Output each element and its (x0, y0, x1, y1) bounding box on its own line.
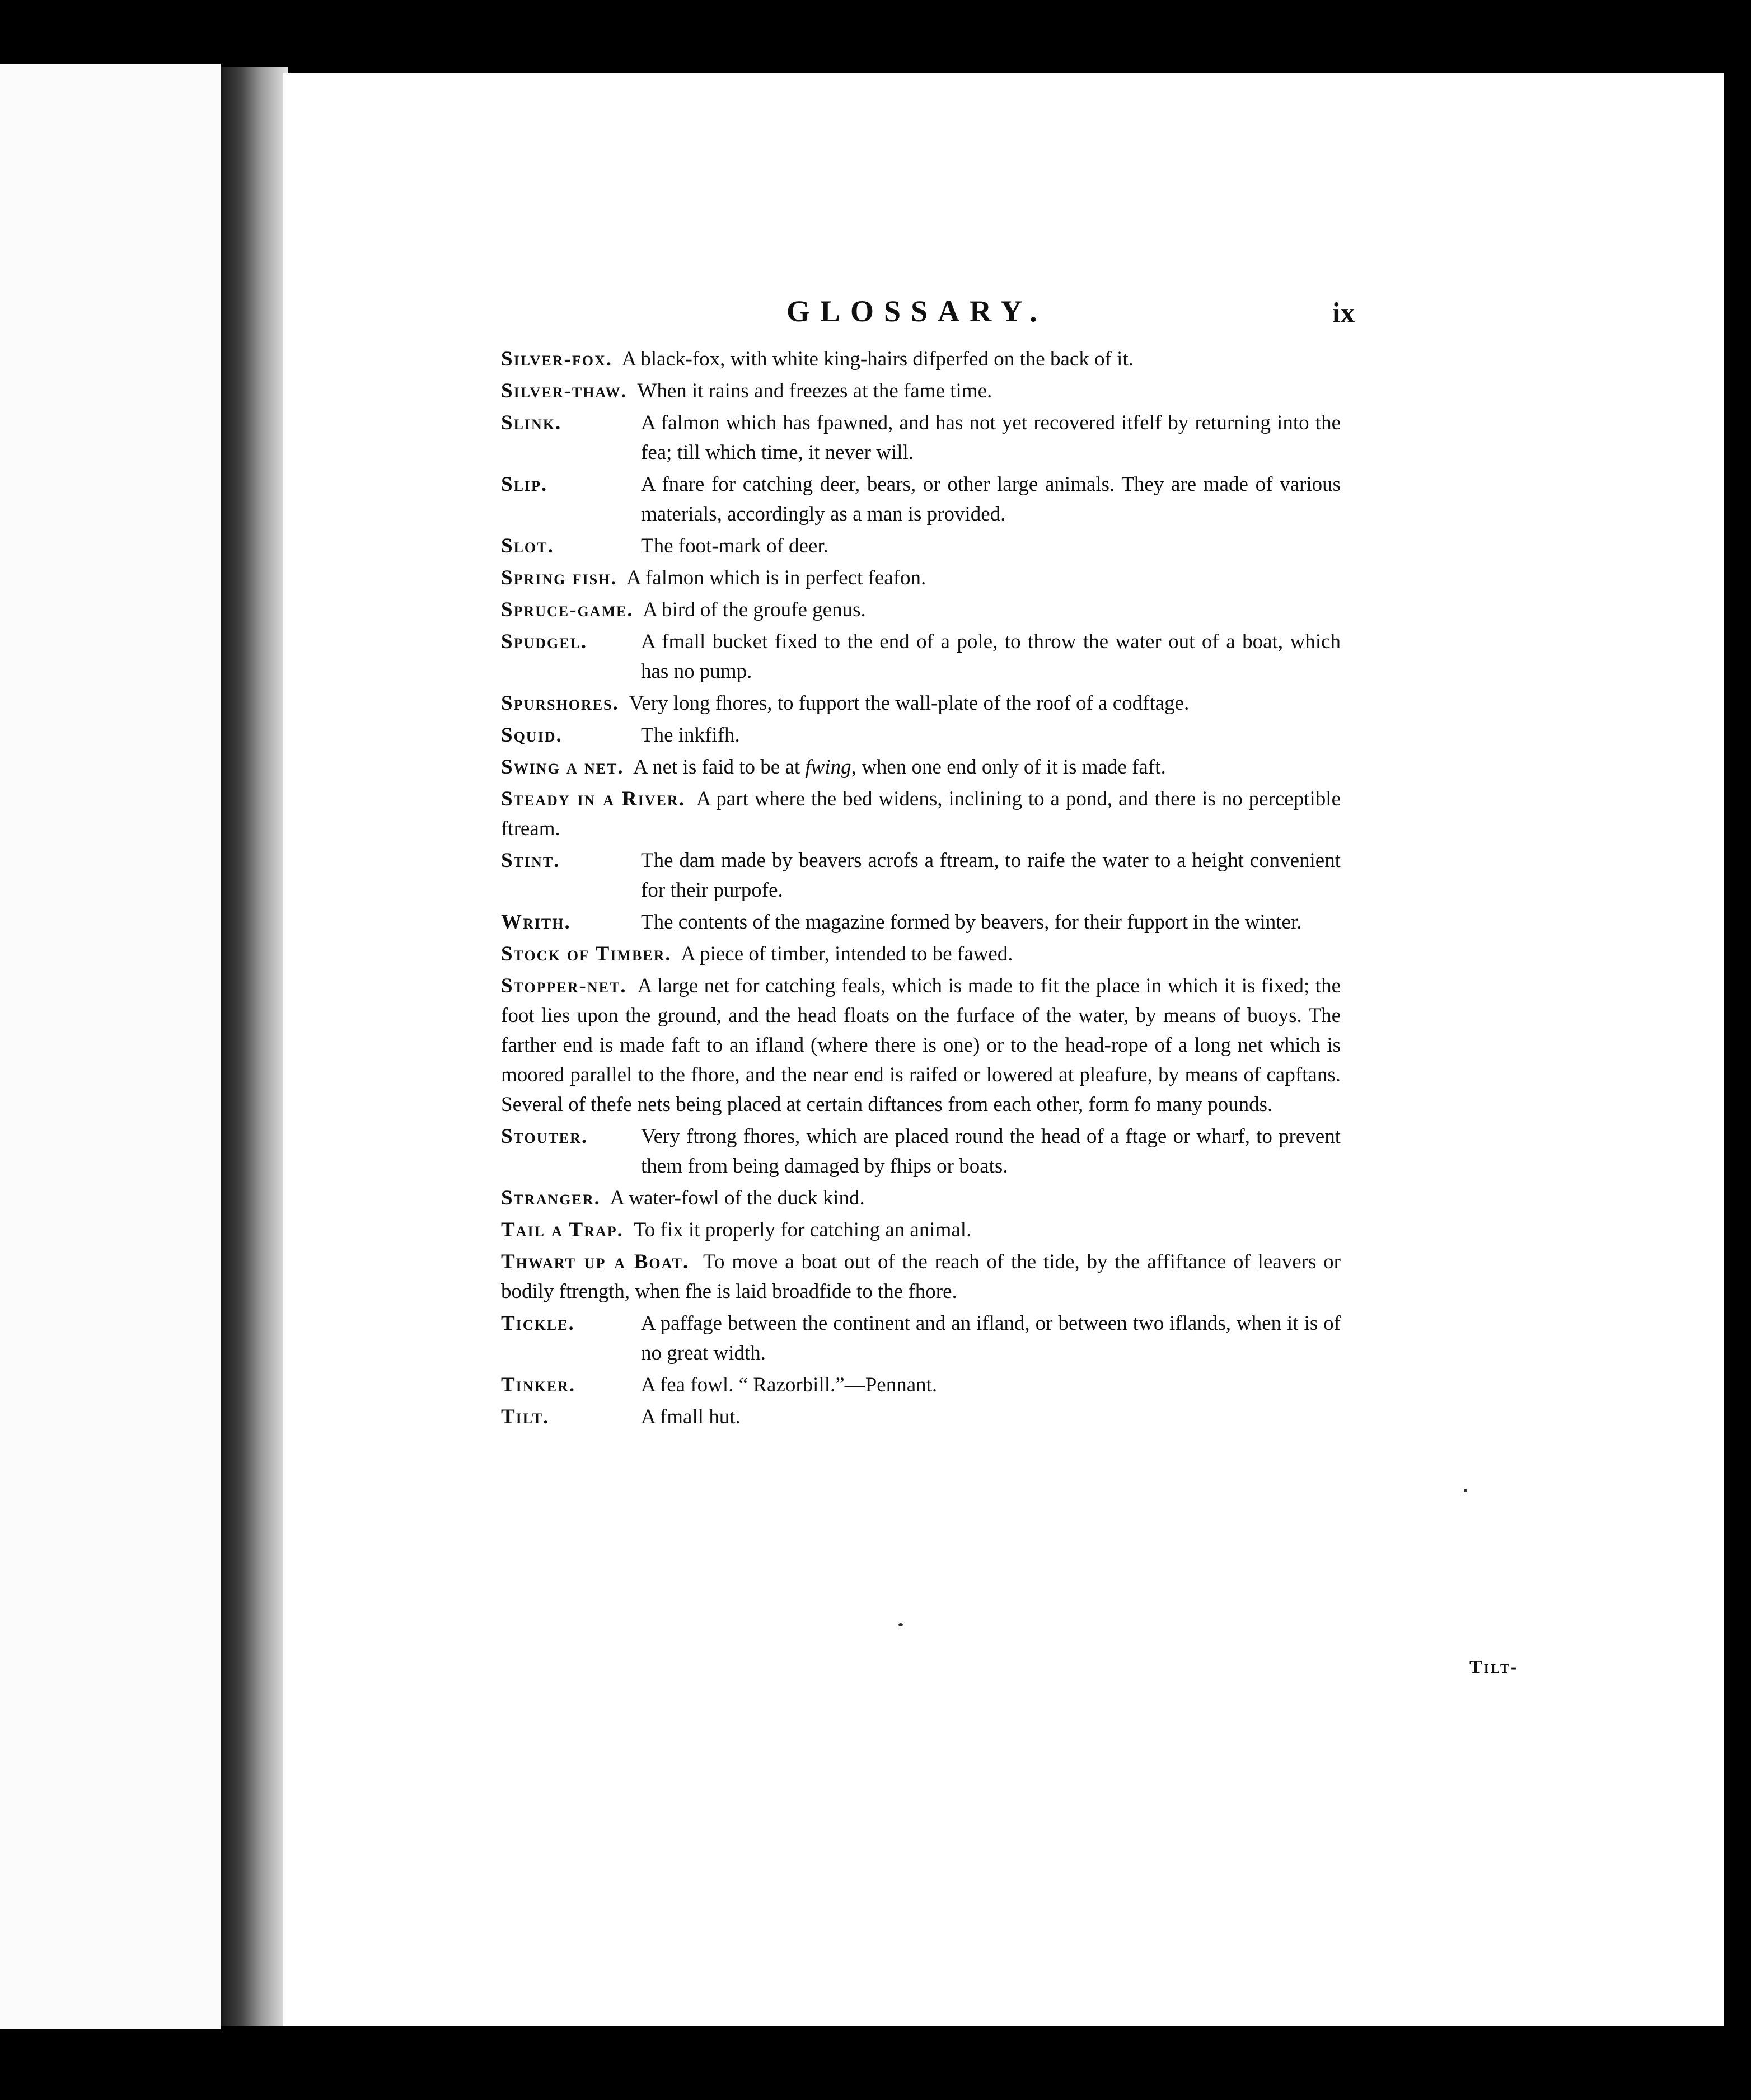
glossary-entry (501, 531, 1341, 561)
entry-term: Stock of Timber. (501, 943, 672, 965)
glossary-entry (501, 1122, 1341, 1181)
glossary-entry (501, 408, 1341, 467)
entry-definition: A fea fowl. “ Razorbill.”—Pennant. (641, 1374, 938, 1396)
glossary-entry (501, 784, 1341, 843)
glossary-entry (501, 1370, 1341, 1400)
entry-term: Spruce-game. (501, 598, 634, 621)
entry-definition: A bird of the groufe genus. (643, 598, 866, 621)
glossary-entry (501, 720, 1341, 750)
glossary-entry (501, 1215, 1341, 1245)
entry-definition: When it rains and freezes at the fame time. (637, 379, 992, 402)
entry-definition: A piece of timber, intended to be fawed. (681, 943, 1013, 965)
entry-term: Stint. (501, 849, 560, 872)
glossary-entry (501, 1309, 1341, 1368)
entry-term: Slink. (501, 411, 562, 434)
entry-definition: The contents of the magazine formed by beavers, for their fupport in the winter. (641, 911, 1302, 934)
glossary-entry (501, 688, 1341, 718)
glossary-entry (501, 752, 1341, 782)
entry-term: Stopper-net. (501, 974, 627, 997)
glossary-entry (501, 563, 1341, 593)
glossary-entry (501, 846, 1341, 905)
entry-definition: To fix it properly for catching an animal. (633, 1218, 972, 1241)
entry-term: Silver-thaw. (501, 379, 628, 402)
page-number: ix (1332, 297, 1355, 329)
entry-term: Tail a Trap. (501, 1218, 624, 1241)
entry-term: Spring fish. (501, 566, 617, 589)
entry-term: Thwart up a Boat. (501, 1250, 690, 1273)
glossary-entry (501, 971, 1341, 1119)
entry-definition: A part where the bed widens, inclining to a pond, and there is no perceptible ftream. (501, 787, 1341, 840)
entry-term: Tinker. (501, 1374, 576, 1396)
glossary-page (283, 73, 1724, 2026)
entry-definition: A fmall bucket fixed to the end of a pole, to throw the water out of a boat, which has no pump. (641, 630, 1341, 683)
entry-term: Slip. (501, 473, 548, 496)
entry-definition: The inkfifh. (641, 724, 740, 747)
entry-term: Spudgel. (501, 630, 588, 653)
entry-term: Stranger. (501, 1187, 601, 1210)
entry-definition: Very long fhores, to fupport the wall-plate of the roof of a codftage. (629, 692, 1190, 715)
glossary-entry (501, 627, 1341, 686)
entry-definition: A water-fowl of the duck kind. (610, 1187, 865, 1210)
entry-term: Tilt. (501, 1405, 550, 1428)
glossary-entry (501, 1183, 1341, 1213)
entry-definition-part: , when one end only of it is made faft. (851, 756, 1166, 779)
entry-term: Spurshores. (501, 692, 619, 715)
entry-definition: The dam made by beavers acrofs a ftream, to raife the water to a height convenient for their purpofe. (641, 849, 1341, 902)
glossary-entry (501, 344, 1341, 374)
entry-definition: A black-fox, with white king-hairs difperfed on the back of it. (621, 348, 1134, 371)
entry-term: Swing a net. (501, 756, 624, 779)
glossary-entry (501, 939, 1341, 969)
glossary-entries (501, 344, 1341, 1434)
entry-definition: A large net for catching feals, which is made to fit the place in which it is fixed; the foot lies upon the ground, and the head floats on the furface of the water, by means of buoys. The farther end is made faft to an ifland (where there is one) or to the head-rope of a long net which is moored parallel to the fhore, and the near end is raifed or lowered at pleafure, by means of capftans. Several of thefe nets being placed at certain diftances from each other, form fo many pounds. (501, 974, 1341, 1116)
entry-definition: The foot-mark of deer. (641, 535, 828, 557)
entry-definition: To move a boat out of the reach of the tide, by the affiftance of leavers or bodily ftrength, when fhe is laid broadfide to the fhore. (501, 1250, 1341, 1303)
print-speck (898, 1623, 903, 1626)
entry-definition: A falmon which is in perfect feafon. (626, 566, 926, 589)
glossary-entry (501, 1402, 1341, 1432)
entry-term: Writh. (501, 911, 571, 934)
entry-term: Squid. (501, 724, 563, 747)
running-header (501, 294, 1369, 339)
entry-definition: A paffage between the continent and an ifland, or between two iflands, when it is of no great width. (641, 1312, 1341, 1365)
entry-definition: A fnare for catching deer, bears, or other large animals. They are made of various materials, accordingly as a man is provided. (641, 473, 1341, 526)
entry-definition-italic: fwing (805, 756, 851, 779)
glossary-entry (501, 907, 1341, 937)
entry-definition: A falmon which has fpawned, and has not yet recovered itfelf by returning into the fea; till which time, it never will. (641, 411, 1341, 464)
glossary-entry (501, 376, 1341, 406)
entry-definition (633, 756, 1166, 779)
page-title: GLOSSARY. (786, 294, 1047, 328)
glossary-entry (501, 1247, 1341, 1306)
glossary-entry (501, 470, 1341, 529)
entry-term: Stouter. (501, 1125, 588, 1148)
entry-definition: A fmall hut. (641, 1405, 741, 1428)
entry-definition-part: A net is faid to be at (633, 756, 806, 779)
print-speck (1464, 1489, 1467, 1492)
entry-term: Slot. (501, 535, 554, 557)
glossary-entry (501, 595, 1341, 625)
entry-term: Tickle. (501, 1312, 575, 1335)
entry-term: Silver-fox. (501, 348, 612, 371)
entry-definition: Very ftrong fhores, which are placed round the head of a ftage or wharf, to prevent them from being damaged by fhips or boats. (641, 1125, 1341, 1178)
catchword: Tilt- (1469, 1657, 1519, 1677)
facing-page-edge (0, 64, 221, 2029)
book-gutter (221, 67, 288, 2026)
entry-term: Steady in a River. (501, 787, 685, 810)
